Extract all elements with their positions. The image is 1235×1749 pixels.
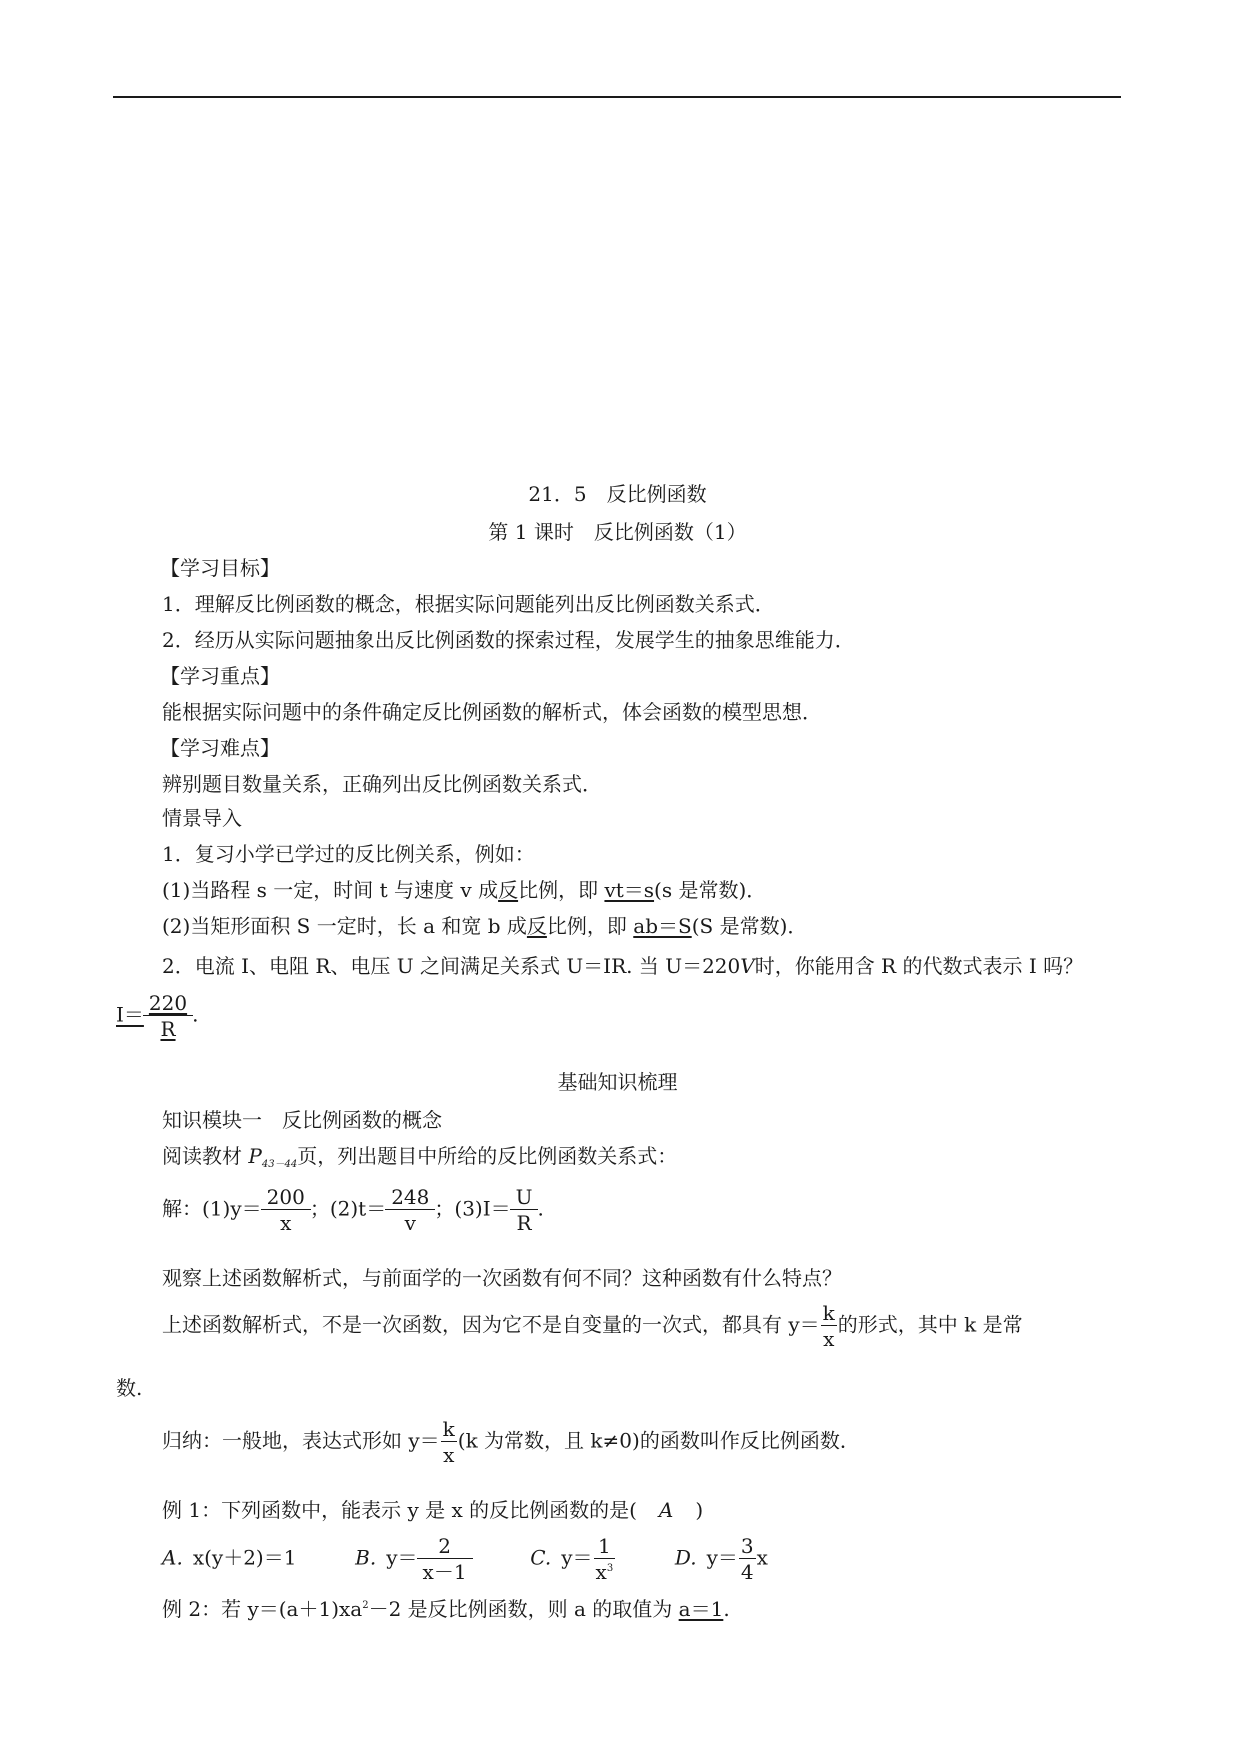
intro-q1a: [162, 877, 766, 903]
example-1-post: ): [695, 1498, 704, 1522]
goals-heading: 【学习目标】: [160, 556, 280, 580]
example-1-options: [162, 1536, 768, 1582]
reading-page-p: P: [248, 1144, 262, 1168]
module-title: 知识模块一 反比例函数的概念: [162, 1108, 442, 1132]
summary-post: (k 为常数，且 k≠0)的函数叫作反比例函数．: [457, 1428, 860, 1453]
fraction-denominator-wrap: [594, 1558, 616, 1582]
description-post: 的形式，其中 k 是常: [837, 1312, 1023, 1337]
summary-fraction: [442, 1419, 456, 1465]
option-b-pre: y＝: [386, 1545, 418, 1570]
intro-q1b-answer-1: 反: [526, 914, 547, 938]
fraction-denominator: x: [261, 1209, 311, 1233]
example-2-end: .: [723, 1597, 730, 1621]
fraction-numerator: 200: [266, 1185, 305, 1209]
solution-fraction-2: [388, 1187, 432, 1233]
fraction-denominator: 4: [740, 1560, 754, 1584]
observe-question: 观察上述函数解析式，与前面学的一次函数有何不同？这种函数有什么特点？: [162, 1266, 842, 1290]
option-c-fraction: [595, 1536, 615, 1582]
fraction-numerator: k: [822, 1301, 835, 1325]
example-2: [162, 1593, 730, 1622]
fraction-numerator: 2: [438, 1534, 451, 1558]
option-c-pre: y＝: [561, 1545, 593, 1570]
fraction-denominator: R: [143, 1015, 193, 1039]
basics-heading: 基础知识梳理: [557, 1070, 678, 1094]
description-pre: 上述函数解析式，不是一次函数，因为它不是自变量的一次式，都具有 y＝: [162, 1312, 820, 1337]
summary-pre: 归纳：一般地，表达式形如 y＝: [162, 1428, 440, 1453]
option-d-label: D.: [674, 1545, 697, 1570]
reading-page-range: 43－44: [261, 1159, 298, 1170]
intro-answer-end: .: [192, 1002, 199, 1027]
lesson-subtitle: 第 1 课时 反比例函数（1）: [488, 520, 747, 544]
example-1: [162, 1497, 703, 1523]
fraction-denominator: R: [510, 1209, 539, 1233]
goal-item-1: 1．理解反比例函数的概念，根据实际问题能列出反比例函数关系式．: [162, 592, 775, 616]
intro-q1b-post: (S 是常数)．: [691, 914, 808, 938]
option-a-label: A.: [162, 1545, 183, 1570]
reading-instruction: [162, 1143, 677, 1178]
solution-line: [162, 1187, 544, 1233]
example-2-exponent: 2: [362, 1600, 369, 1611]
fraction-exponent: 3: [606, 1563, 614, 1574]
fraction-denominator: x－1: [417, 1558, 473, 1582]
intro-q1a-answer-1: 反: [498, 878, 519, 902]
key-text: 能根据实际问题中的条件确定反比例函数的解析式，体会函数的模型思想．: [162, 700, 822, 724]
intro-answer-fraction: [146, 993, 190, 1039]
reading-post: 页，列出题目中所给的反比例函数关系式：: [297, 1144, 678, 1168]
fraction-denominator: x: [595, 1560, 607, 1584]
fraction-numerator: 3: [740, 1534, 754, 1558]
intro-question-1: 1．复习小学已学过的反比例关系，例如：: [162, 842, 535, 866]
option-a-text: x(y＋2)＝1: [192, 1545, 297, 1570]
option-d-fraction: [740, 1536, 755, 1582]
fraction-numerator: 1: [598, 1534, 611, 1558]
intro-q1b-pre: (2)当矩形面积 S 一定时，长 a 和宽 b 成: [162, 914, 527, 938]
example-2-mid: －2 是反比例函数，则 a 的取值为: [368, 1597, 679, 1621]
option-b-fraction: [420, 1536, 470, 1582]
intro-heading: 情景导入: [162, 806, 242, 830]
description-fraction: [822, 1303, 836, 1349]
intro-answer: [116, 993, 198, 1039]
solution-label: 解：(1)y＝: [162, 1196, 262, 1221]
key-heading: 【学习重点】: [160, 664, 280, 688]
intro-q1a-post: (s 是常数)．: [654, 878, 767, 902]
difficulty-heading: 【学习难点】: [160, 736, 280, 760]
summary-line: [162, 1419, 860, 1465]
intro-q1a-mid: 比例，即: [518, 878, 605, 902]
solution-end: .: [537, 1196, 544, 1221]
option-b-label: B.: [355, 1545, 377, 1570]
example-1-answer: A: [658, 1498, 674, 1522]
intro-q1b: [162, 913, 807, 939]
difficulty-text: 辨别题目数量关系，正确列出反比例函数关系式．: [162, 772, 602, 796]
fraction-denominator: v: [385, 1209, 435, 1233]
intro-answer-lhs: I＝: [116, 1002, 144, 1027]
fraction-denominator: x: [821, 1325, 837, 1349]
description-line: [162, 1303, 1023, 1349]
intro-question-2: [162, 953, 1083, 979]
header-rule: [113, 96, 1121, 98]
example-1-pre: 例 1：下列函数中，能表示 y 是 x 的反比例函数的是(: [162, 1498, 637, 1522]
fraction-denominator: x: [441, 1441, 457, 1465]
fraction-numerator: k: [442, 1417, 455, 1441]
solution-fraction-1: [264, 1187, 308, 1233]
solution-fraction-3: [513, 1187, 536, 1233]
reading-pre: 阅读教材: [162, 1144, 249, 1168]
intro-q1a-pre: (1)当路程 s 一定，时间 t 与速度 v 成: [162, 878, 499, 902]
example-2-pre: 例 2：若 y＝(a＋1)xa: [162, 1597, 363, 1621]
option-d-post: x: [756, 1545, 768, 1570]
description-tail: 数.: [116, 1376, 143, 1400]
page-title: 21．5 反比例函数: [528, 482, 707, 506]
intro-q2-pre: 2．电流 I、电阻 R、电压 U 之间满足关系式 U＝IR. 当 U＝220: [162, 954, 741, 978]
example-2-answer: a＝1: [678, 1597, 724, 1621]
fraction-numerator: 248: [391, 1185, 430, 1209]
solution-sep-2: ；(2)t＝: [309, 1196, 387, 1221]
intro-q1b-mid: 比例，即: [546, 914, 634, 938]
goal-item-2: 2．经历从实际问题抽象出反比例函数的探索过程，发展学生的抽象思维能力．: [162, 628, 855, 652]
fraction-numerator: U: [515, 1185, 533, 1209]
fraction-numerator: 220: [148, 991, 188, 1015]
option-c-label: C.: [530, 1545, 552, 1570]
intro-q2-post: 时，你能用含 R 的代数式表示 I 吗？: [754, 954, 1084, 978]
intro-q2-unit: V: [740, 954, 755, 978]
option-d-pre: y＝: [706, 1545, 738, 1570]
solution-sep-3: ；(3)I＝: [434, 1196, 511, 1221]
intro-q1b-answer-2: ab＝S: [633, 914, 692, 938]
intro-q1a-answer-2: vt＝s: [604, 878, 655, 902]
